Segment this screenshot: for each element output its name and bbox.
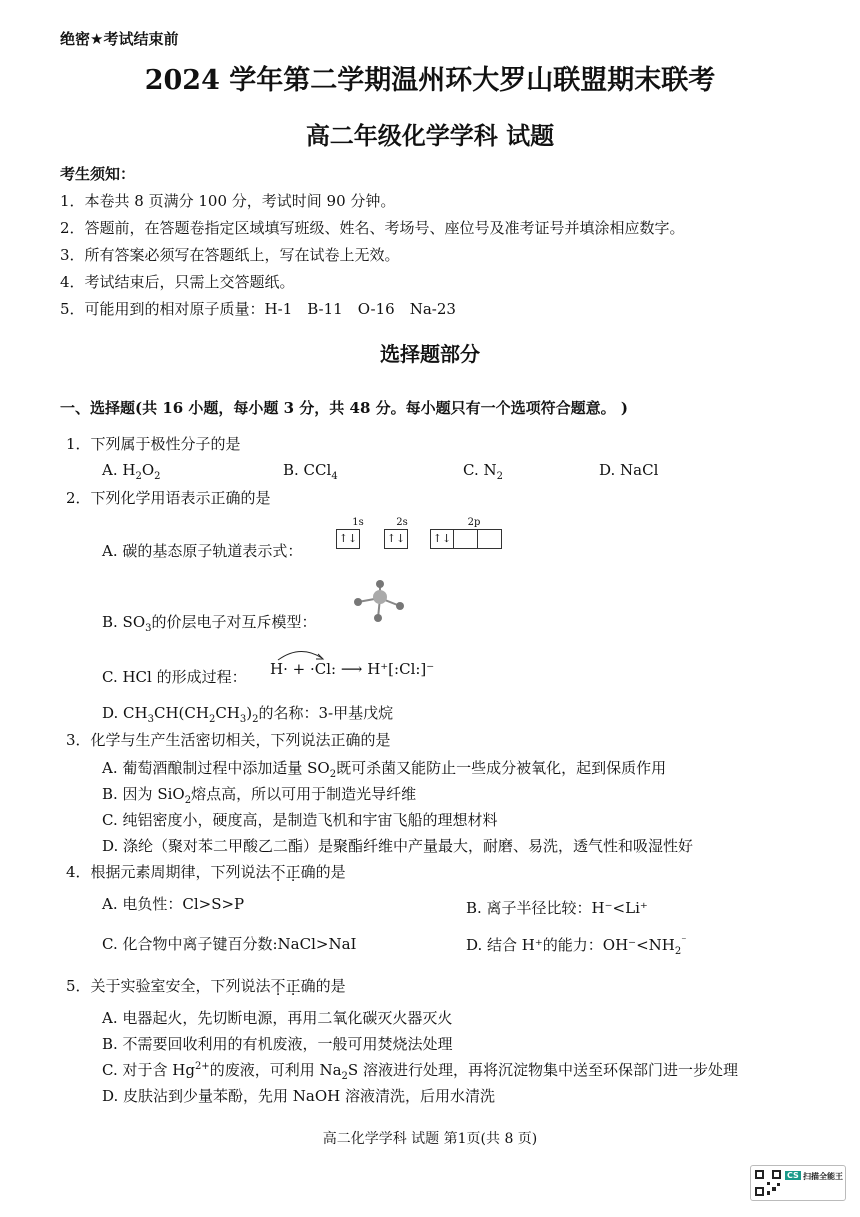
exam-subtitle: 高二年级化学学科 试题: [305, 121, 555, 150]
notice-item: 1．本卷共 8 页满分 100 分，考试时间 90 分钟。: [60, 192, 396, 210]
q2-option-a: A. 碳的基态原子轨道表示式：: [102, 542, 303, 560]
scanner-watermark: [750, 1165, 846, 1201]
q3-option-a: A. 葡萄酒酿制过程中添加适量 $SO_2$既可杀菌又能防止一些成分被氧化，起到保质作用: [102, 759, 667, 780]
secret-label: 绝密★考试结束前: [60, 30, 179, 48]
question-4-stem: 4．根据元素周期律，下列说法不正确的是: [66, 863, 346, 881]
q2-option-b: B. $SO_3$的价层电子对互斥模型：: [102, 613, 317, 634]
cl-atom: ·Cl:: [310, 660, 337, 678]
orbital-box-1s: ↑↓: [336, 529, 360, 549]
q3-option-d: D. 涤纶（聚对苯二甲酸乙二酯）是聚酯纤维中产量最大，耐磨、易洗，透气性和吸湿性好: [102, 837, 694, 855]
question-5-stem: 5．关于实验室安全，下列说法不正确的是: [66, 977, 346, 995]
page-footer: 高二化学学科 试题 第1页(共 8 页): [322, 1131, 538, 1147]
hcl-product: H⁺[:Cl:]⁻: [367, 660, 435, 678]
reaction-arrow: ⟶: [340, 660, 363, 678]
q4-option-c: C. 化合物中离子键百分数:NaCl>NaI: [102, 935, 357, 953]
hcl-formation: [270, 660, 434, 678]
q4-option-a: A. 电负性：Cl>S>P: [102, 895, 245, 913]
electron-transfer-arrow-icon: [274, 646, 330, 662]
q3-option-c: C. 纯铝密度小，硬度高，是制造飞机和宇宙飞船的理想材料: [102, 811, 498, 829]
q2-option-c: C. HCl 的形成过程：: [102, 668, 247, 686]
q4-option-b: B. 离子半径比较：H⁻<Li⁺: [466, 899, 648, 917]
q5-option-b: B. 不需要回收利用的有机废液，一般可用焚烧法处理: [102, 1035, 453, 1053]
q2-option-d: D. $CH_3CH(CH_2CH_3)_2$的名称：3-甲基戊烷: [102, 704, 394, 725]
cs-logo-icon: CS: [787, 1171, 799, 1180]
notice-item: 5．可能用到的相对原子质量：H-1 B-11 O-16 Na-23: [60, 300, 456, 318]
part-title: 一、选择题(共 16 小题，每小题 3 分，共 48 分。每小题只有一个选项符合题意。 ): [60, 399, 628, 417]
q5-option-a: A. 电器起火，先切断电源，再用二氧化碳灭火器灭火: [102, 1009, 453, 1027]
section-title: 选择题部分: [380, 342, 480, 366]
exam-title: 2024 学年第二学期温州环大罗山联盟期末联考: [144, 65, 716, 96]
qr-code-icon: [754, 1169, 782, 1197]
scanner-app-name: 扫描全能王: [803, 1172, 843, 1181]
q5-option-d: D. 皮肤沾到少量苯酚，先用 NaOH 溶液清洗，后用水清洗: [102, 1087, 496, 1105]
q3-option-b: B. 因为 SiO$_2$熔点高，所以可用于制造光导纤维: [102, 785, 417, 806]
question-2-stem: 2．下列化学用语表示正确的是: [66, 489, 271, 507]
orbital-label-2s: 2s: [396, 517, 408, 528]
notice-item: 4．考试结束后，只需上交答题纸。: [60, 273, 295, 291]
h-atom: H·: [270, 660, 288, 678]
orbital-box-2s: ↑↓: [384, 529, 408, 549]
q4-option-d: D. 结合 H⁺的能力：$OH^-<NH_2^{^-}$: [466, 936, 687, 957]
q1-option-a: A. $H_2O_2$: [102, 461, 161, 482]
q5-option-c: C. 对于含 $Hg^{2+}$的废液，可利用 $Na_2S$ 溶液进行处理，再将沉淀物集中送至环保部门进一步处理: [102, 1061, 738, 1082]
notice-item: 2．答题前，在答题卷指定区域填写班级、姓名、考场号、座位号及准考证号并填涂相应数字。: [60, 219, 685, 237]
q1-option-c: C. $N_2$: [463, 461, 503, 482]
orbital-label-2p: 2p: [467, 517, 481, 528]
orbital-label-1s: 1s: [352, 517, 364, 528]
notice-heading: 考生须知：: [60, 165, 136, 183]
question-1-stem: 1．下列属于极性分子的是: [66, 435, 241, 453]
orbital-box-2p: ↑↓: [430, 529, 502, 549]
q1-option-b: B. CCl$_4$: [283, 461, 338, 482]
q1-option-d: D. NaCl: [599, 461, 659, 479]
vsepr-model-image: [350, 578, 410, 624]
question-3-stem: 3．化学与生产生活密切相关，下列说法正确的是: [66, 731, 391, 749]
plus-sign: +: [292, 660, 306, 678]
notice-item: 3．所有答案必须写在答题纸上，写在试卷上无效。: [60, 246, 400, 264]
